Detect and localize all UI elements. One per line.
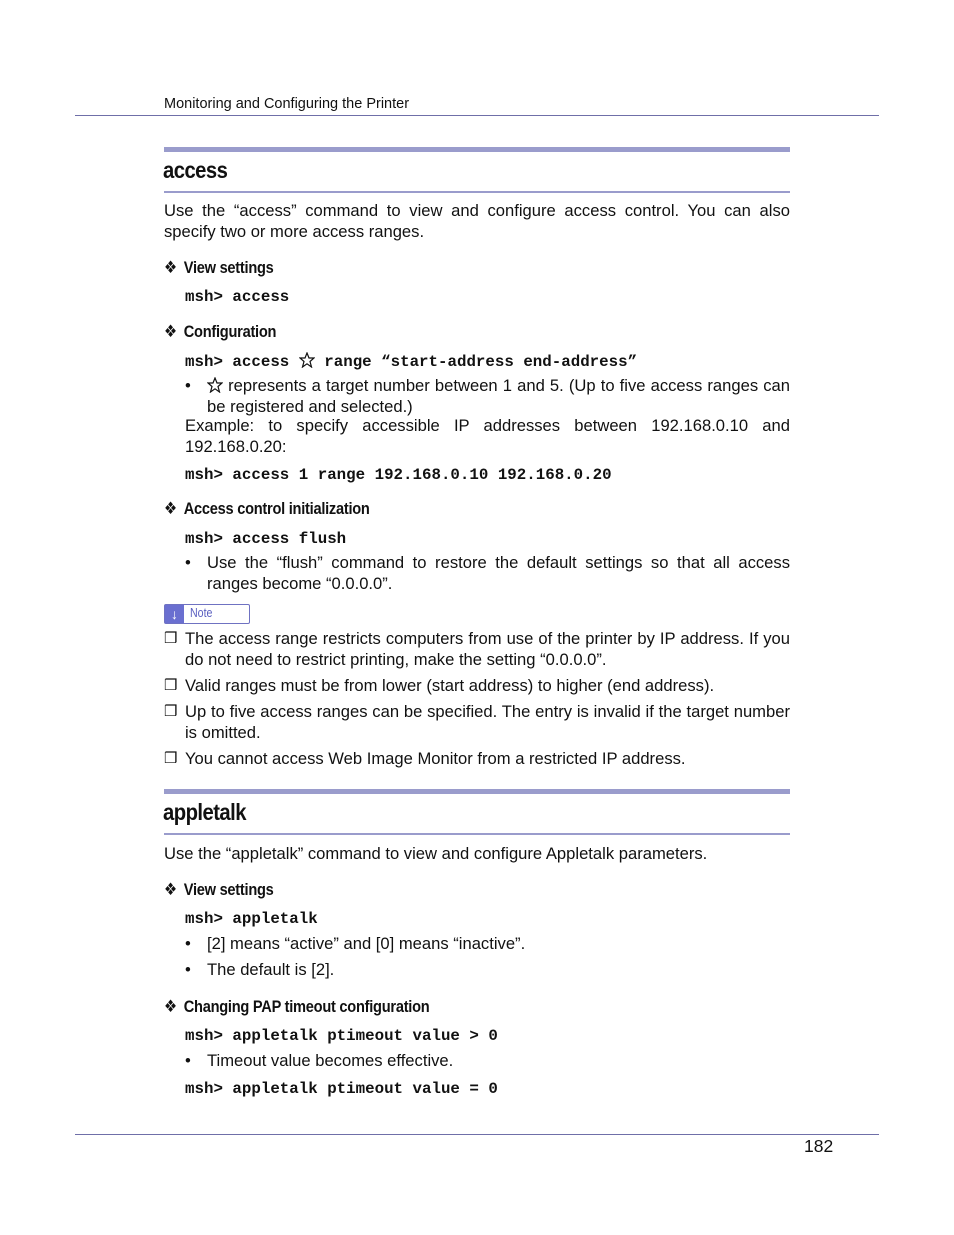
code-config-access: msh> access range “start-address end-address”: [185, 353, 638, 371]
checkbox-icon: ❒: [164, 750, 178, 767]
code-ptimeout-eq: msh> appletalk ptimeout value = 0: [185, 1080, 498, 1098]
note-item: ❒ The access range restricts computers from use of the printer by IP address. If you do not need to restrict printing, make the setting “0.0.0.0”.: [164, 629, 790, 669]
diamond-icon: ❖: [164, 322, 177, 341]
subheading-configuration: ❖ Configuration: [164, 322, 277, 341]
down-arrow-icon: ↓: [165, 605, 184, 623]
star-outline-icon: [299, 352, 315, 368]
note-item: ❒ Valid ranges must be from lower (start address) to higher (end address).: [164, 676, 715, 695]
code-ptimeout-gt: msh> appletalk ptimeout value > 0: [185, 1027, 498, 1045]
bullet-dot: •: [185, 1051, 191, 1070]
example-text: Example: to specify accessible IP addresses between 192.168.0.10 and 192.168.0.20:: [185, 416, 790, 456]
subheading-view-settings: ❖ View settings: [164, 258, 274, 277]
section-top-bar: [164, 789, 790, 794]
section-title-underline: [164, 191, 790, 193]
diamond-icon: ❖: [164, 258, 177, 277]
checkbox-icon: ❒: [164, 677, 178, 694]
note-badge: ↓ Note: [164, 604, 250, 624]
subheading-pap-timeout: ❖ Changing PAP timeout configuration: [164, 997, 430, 1016]
section-top-bar: [164, 147, 790, 152]
access-intro: Use the “access” command to view and configure access control. You can also specify two or more access ranges.: [164, 201, 790, 241]
code-access-flush: msh> access flush: [185, 530, 347, 548]
diamond-icon: ❖: [164, 997, 177, 1016]
bullet-active-inactive: • [2] means “active” and [0] means “inactive”.: [185, 934, 526, 953]
bullet-default: • The default is [2].: [185, 960, 335, 979]
star-outline-icon: [207, 377, 223, 393]
checkbox-icon: ❒: [164, 630, 178, 647]
diamond-icon: ❖: [164, 499, 177, 518]
section-title-access: access: [163, 157, 228, 183]
appletalk-intro: Use the “appletalk” command to view and configure Appletalk parameters.: [164, 844, 708, 863]
running-header: Monitoring and Configuring the Printer: [164, 96, 410, 112]
bullet-timeout-effective: • Timeout value becomes effective.: [185, 1051, 454, 1070]
subheading-access-init: ❖ Access control initialization: [164, 499, 370, 518]
section-title-underline: [164, 833, 790, 835]
bullet-dot: •: [185, 960, 191, 979]
bullet-flush: • Use the “flush” command to restore the default settings so that all access ranges become “0.0.0.0”.: [185, 553, 790, 593]
page-number: 182: [804, 1136, 834, 1156]
note-item: ❒ Up to five access ranges can be specified. The entry is invalid if the target number is omitted.: [164, 702, 790, 742]
footer-rule: [75, 1134, 879, 1135]
subheading-view-settings: ❖ View settings: [164, 880, 274, 899]
bullet-dot: •: [185, 553, 191, 572]
bullet-star-meaning: • represents a target number between 1 and 5. (Up to five access ranges can be registered and selected.): [185, 376, 790, 416]
bullet-dot: •: [185, 376, 191, 395]
bullet-dot: •: [185, 934, 191, 953]
note-item: ❒ You cannot access Web Image Monitor from a restricted IP address.: [164, 749, 686, 768]
header-rule: [75, 115, 879, 116]
diamond-icon: ❖: [164, 880, 177, 899]
section-title-appletalk: appletalk: [163, 799, 246, 825]
code-example-range: msh> access 1 range 192.168.0.10 192.168.0.20: [185, 466, 612, 484]
checkbox-icon: ❒: [164, 703, 178, 720]
code-view-appletalk: msh> appletalk: [185, 910, 318, 928]
code-view-access: msh> access: [185, 288, 290, 306]
